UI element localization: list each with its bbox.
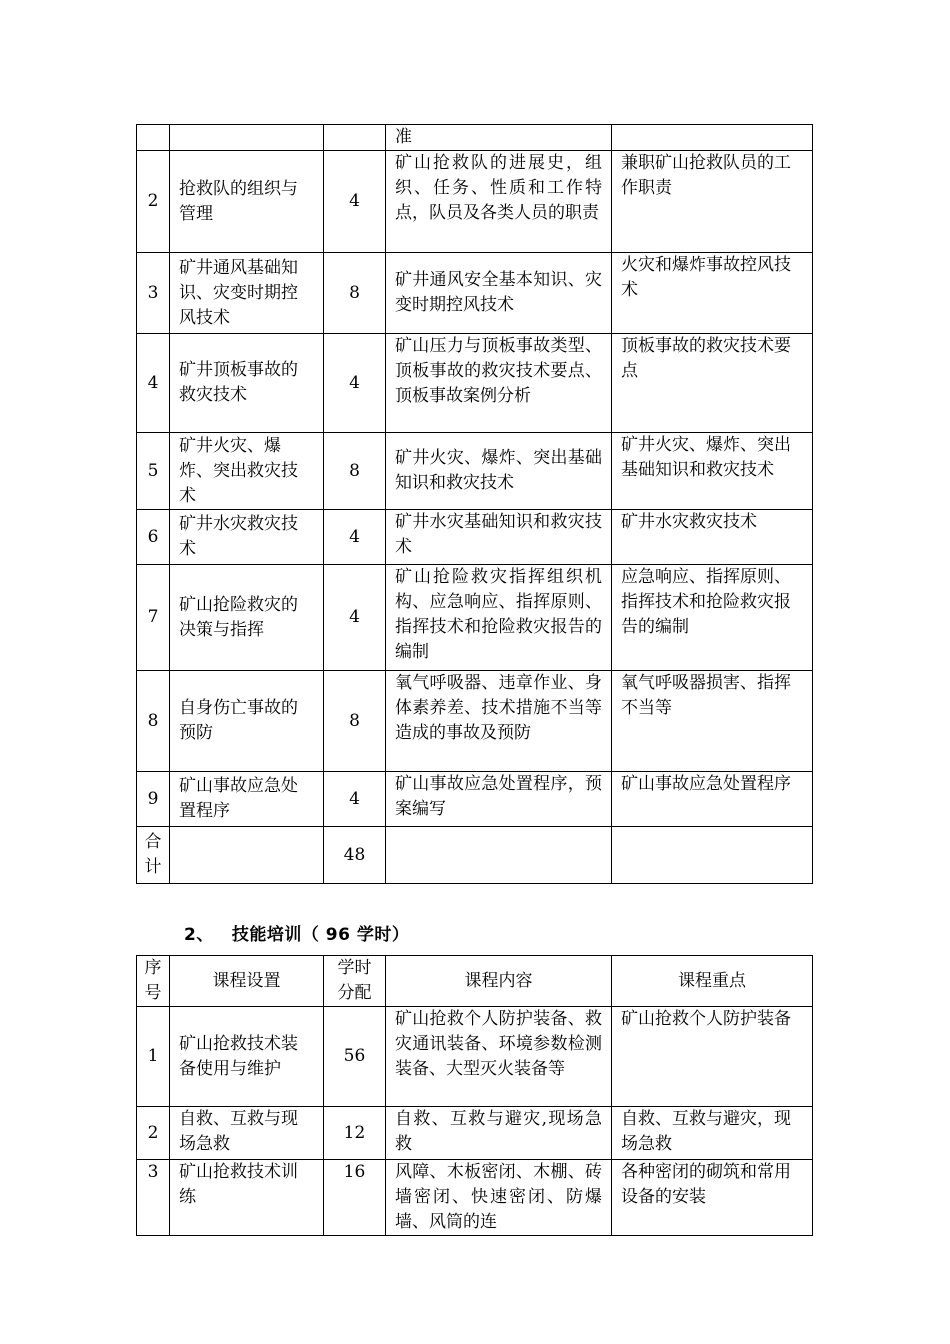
cell-focus: 顶板事故的救灾技术要点: [612, 334, 813, 433]
cell-hours: 4: [324, 510, 386, 565]
cell-content: 氧气呼吸器、违章作业、身体素养差、技术措施不当等造成的事故及预防: [386, 671, 612, 772]
cell-focus: 兼职矿山抢救队员的工作职责: [612, 151, 813, 253]
cell-hours: 16: [324, 1160, 386, 1236]
cell-course: 矿井通风基础知识、灾变时期控风技术: [170, 253, 324, 334]
cell-hours: 12: [324, 1107, 386, 1160]
cell-no: 3: [137, 253, 170, 334]
cell-total-hours: 48: [324, 827, 386, 884]
cell-hours: 8: [324, 253, 386, 334]
cell-focus: [612, 125, 813, 151]
cell-course: 矿山抢救技术装备使用与维护: [170, 1007, 324, 1107]
cell-content: 风障、木板密闭、木棚、砖墙密闭、快速密闭、防爆墙、风筒的连: [386, 1160, 612, 1236]
cell-hours: 56: [324, 1007, 386, 1107]
cell-course: 矿山抢险救灾的决策与指挥: [170, 565, 324, 671]
cell-content: 矿山抢救个人防护装备、救灾通讯装备、环境参数检测装备、大型灭火装备等: [386, 1007, 612, 1107]
cell-course: [170, 827, 324, 884]
cell-focus: 各种密闭的砌筑和常用设备的安装: [612, 1160, 813, 1236]
cell-focus: 自救、互救与避灾，现场急救: [612, 1107, 813, 1160]
header-focus: 课程重点: [612, 956, 813, 1007]
course-table-theory: [136, 124, 813, 884]
table-row: [137, 1107, 813, 1160]
cell-course: 抢救队的组织与管理: [170, 151, 324, 253]
section-title: 技能培训（ 96 学时）: [231, 925, 410, 945]
cell-no: 2: [137, 151, 170, 253]
cell-hours: 4: [324, 334, 386, 433]
section-heading: [184, 920, 409, 945]
table-row-continuation: [137, 125, 813, 151]
cell-no: 3: [137, 1160, 170, 1236]
header-content: 课程内容: [386, 956, 612, 1007]
table-row: [137, 1007, 813, 1107]
header-no: 序号: [137, 956, 170, 1007]
cell-no: 6: [137, 510, 170, 565]
table-row-total: [137, 827, 813, 884]
table-row: [137, 253, 813, 334]
cell-course: 矿山事故应急处置程序: [170, 772, 324, 827]
cell-course: 矿井火灾、爆炸、突出救灾技术: [170, 433, 324, 510]
cell-focus: 矿井火灾、爆炸、突出基础知识和救灾技术: [612, 433, 813, 510]
cell-no: 7: [137, 565, 170, 671]
header-hours: 学时分配: [324, 956, 386, 1007]
cell-focus: 氧气呼吸器损害、指挥不当等: [612, 671, 813, 772]
cell-content: 矿井火灾、爆炸、突出基础知识和救灾技术: [386, 433, 612, 510]
cell-hours: 4: [324, 151, 386, 253]
course-table-skills: [136, 955, 813, 1236]
cell-hours: 4: [324, 772, 386, 827]
cell-focus: 应急响应、指挥原则、指挥技术和抢险救灾报告的编制: [612, 565, 813, 671]
cell-course: [170, 125, 324, 151]
cell-hours: 8: [324, 433, 386, 510]
cell-hours: [324, 125, 386, 151]
table-row: [137, 510, 813, 565]
cell-content: 矿井水灾基础知识和救灾技术: [386, 510, 612, 565]
cell-hours: 4: [324, 565, 386, 671]
cell-content: 自救、互救与避灾,现场急救: [386, 1107, 612, 1160]
table-row: [137, 433, 813, 510]
cell-no: 8: [137, 671, 170, 772]
cell-content: 矿山压力与顶板事故类型、顶板事故的救灾技术要点、顶板事故案例分析: [386, 334, 612, 433]
cell-focus: 矿井水灾救灾技术: [612, 510, 813, 565]
cell-content: 矿山抢救队的进展史，组织、任务、性质和工作特点，队员及各类人员的职责: [386, 151, 612, 253]
cell-focus: 矿山抢救个人防护装备: [612, 1007, 813, 1107]
section-number: 2、: [184, 925, 214, 945]
cell-no: 2: [137, 1107, 170, 1160]
table-row: [137, 772, 813, 827]
cell-focus: 火灾和爆炸事故控风技术: [612, 253, 813, 334]
cell-hours: 8: [324, 671, 386, 772]
cell-no: 4: [137, 334, 170, 433]
cell-course: 矿山抢救技术训练: [170, 1160, 324, 1236]
cell-no: 5: [137, 433, 170, 510]
table-row: [137, 334, 813, 433]
table-row: [137, 671, 813, 772]
cell-course: 自救、互救与现场急救: [170, 1107, 324, 1160]
header-course: 课程设置: [170, 956, 324, 1007]
table-header-row: [137, 956, 813, 1007]
cell-course: 自身伤亡事故的预防: [170, 671, 324, 772]
cell-content: 准: [386, 125, 612, 151]
table-row: [137, 151, 813, 253]
cell-course: 矿井顶板事故的救灾技术: [170, 334, 324, 433]
table-row: [137, 1160, 813, 1236]
cell-total-label: 合计: [137, 827, 170, 884]
table-row: [137, 565, 813, 671]
cell-content: 矿井通风安全基本知识、灾变时期控风技术: [386, 253, 612, 334]
cell-content: 矿山抢险救灾指挥组织机构、应急响应、指挥原则、指挥技术和抢险救灾报告的编制: [386, 565, 612, 671]
cell-no: [137, 125, 170, 151]
cell-course: 矿井水灾救灾技术: [170, 510, 324, 565]
cell-focus: 矿山事故应急处置程序: [612, 772, 813, 827]
cell-no: 1: [137, 1007, 170, 1107]
cell-focus: [612, 827, 813, 884]
cell-content: [386, 827, 612, 884]
cell-no: 9: [137, 772, 170, 827]
cell-content: 矿山事故应急处置程序，预案编写: [386, 772, 612, 827]
